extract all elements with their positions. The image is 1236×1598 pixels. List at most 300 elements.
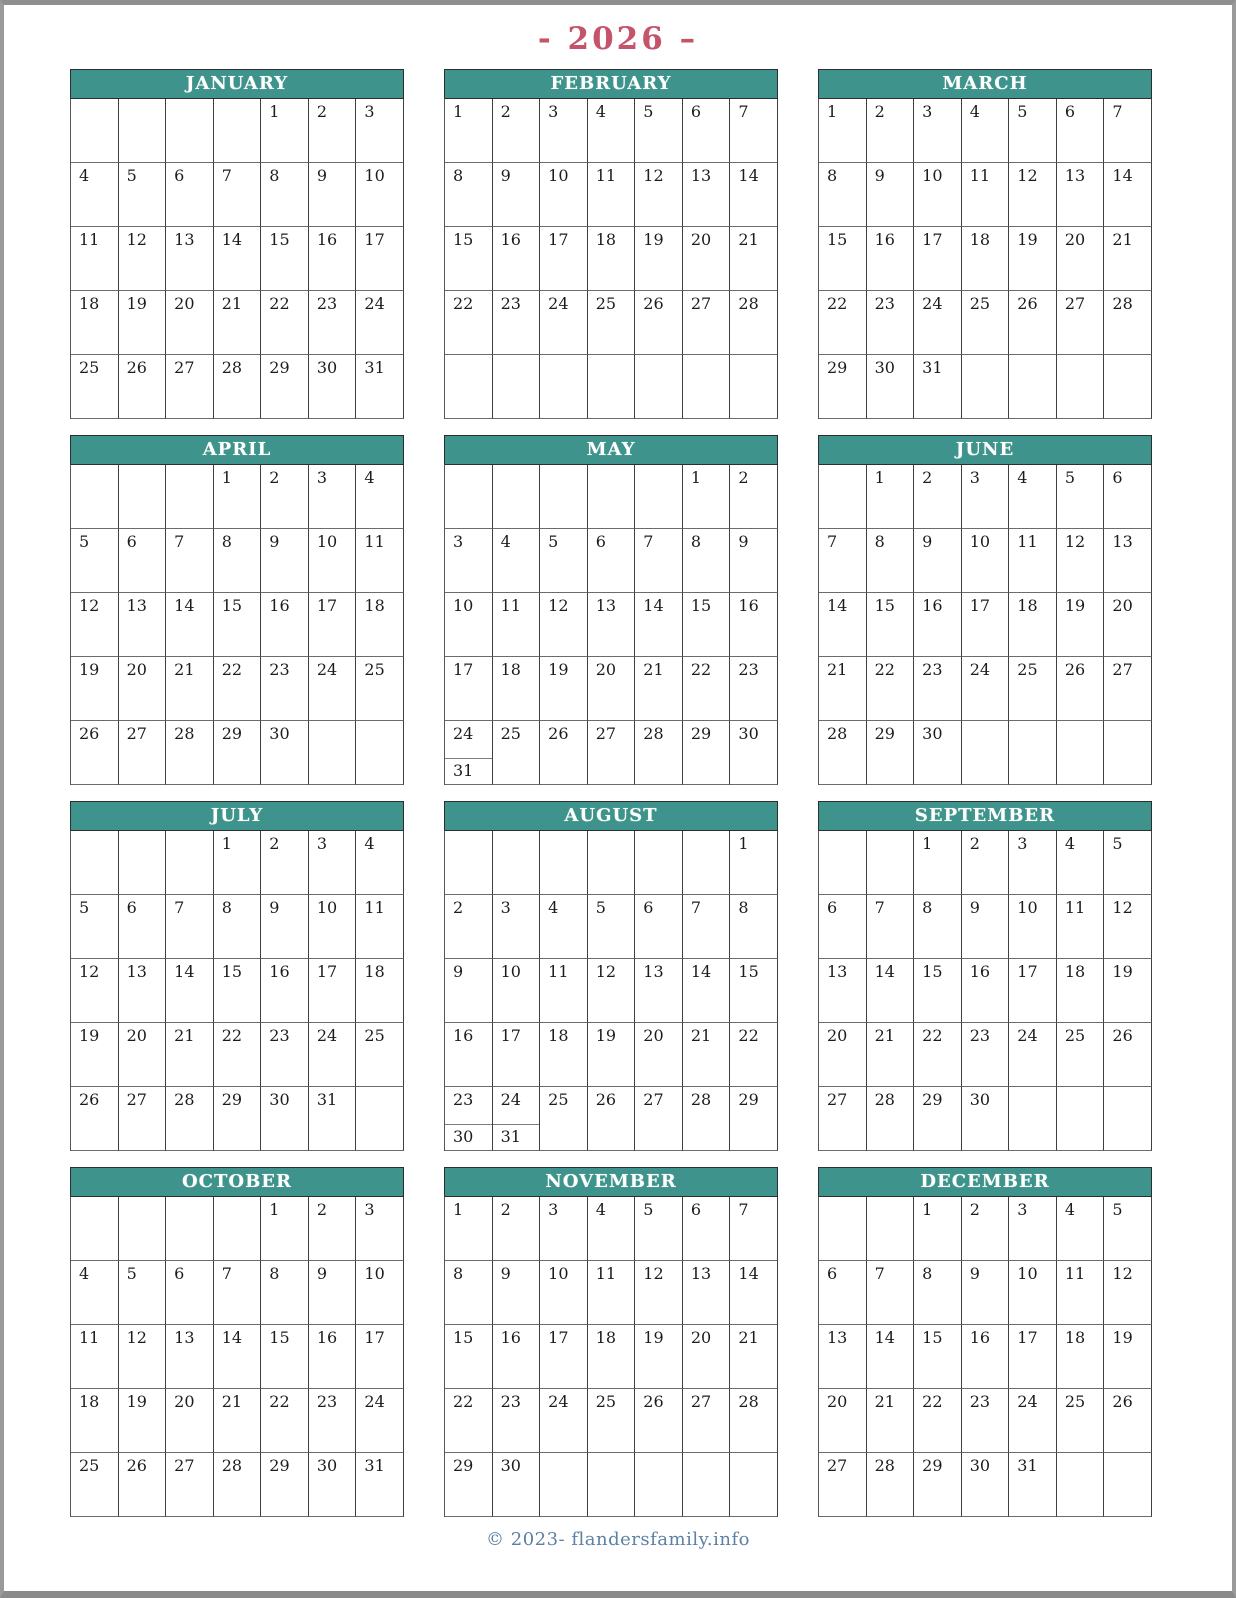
day-cell [214,465,262,529]
day-cell [445,227,493,291]
day-cell [588,227,636,291]
day-cell [1057,895,1105,959]
day-cell [1057,227,1105,291]
day-number: 12 [548,596,569,615]
day-cell [867,721,915,785]
day-number: 6 [827,898,838,917]
day-cell [819,99,867,163]
day-cell [356,895,404,959]
empty-day-cell [730,1453,778,1517]
day-cell [166,1261,214,1325]
day-cell [914,227,962,291]
day-cell [214,1453,262,1517]
empty-day-cell [356,721,404,785]
day-cell [1009,1453,1057,1517]
day-cell [683,291,731,355]
day-number: 28 [738,1392,759,1411]
day-number: 15 [269,1328,290,1347]
day-cell [914,895,962,959]
day-number: 18 [595,230,617,249]
day-number: 10 [500,962,521,981]
day-cell [540,227,588,291]
day-cell [261,831,309,895]
day-number: 2 [922,468,933,487]
month-title: DECEMBER [818,1167,1152,1196]
day-cell [1009,163,1057,227]
day-cell [588,1261,636,1325]
day-number: 14 [174,962,195,981]
day-cell [730,1261,778,1325]
day-cell [914,1087,962,1151]
day-number: 25 [79,358,100,377]
day-cell [166,227,214,291]
day-number: 24 [453,724,474,743]
day-number: 17 [316,596,338,615]
day-number: 23 [922,660,943,679]
day-cell [71,721,119,785]
day-number: 29 [269,358,290,377]
day-cell [588,1325,636,1389]
day-number: 1 [922,834,933,853]
day-number: 5 [126,1264,137,1283]
day-number: 5 [1017,102,1028,121]
day-cell [166,895,214,959]
day-number: 27 [643,1090,664,1109]
month-may [444,435,778,785]
day-number: 3 [453,532,464,551]
day-cell [588,895,636,959]
day-cell [493,529,541,593]
day-number: 18 [79,294,100,313]
day-cell [540,721,588,785]
day-cell [309,355,357,419]
day-number: 1 [690,468,702,487]
day-cell [962,163,1010,227]
day-cell [1009,593,1057,657]
day-cell [309,529,357,593]
day-number: 18 [595,1328,617,1347]
day-cell [588,721,636,785]
day-cell [493,1087,541,1151]
day-number: 4 [1017,468,1028,487]
month-february [444,69,778,419]
empty-day-cell [1057,1453,1105,1517]
day-number: 17 [316,962,338,981]
empty-day-cell [1009,721,1057,785]
day-number: 13 [643,962,664,981]
day-number: 10 [316,532,338,551]
day-cell [540,959,588,1023]
empty-day-cell [71,1197,119,1261]
day-cell [445,721,493,785]
day-number: 23 [316,294,338,313]
day-number: 10 [969,532,991,551]
day-cell [730,1389,778,1453]
day-cell [356,1389,404,1453]
day-number: 20 [690,230,712,249]
day-cell [214,355,262,419]
day-number: 4 [595,1200,606,1219]
day-cell [962,465,1010,529]
day-number: 21 [1112,230,1133,249]
day-number: 15 [453,230,474,249]
day-number: 18 [79,1392,100,1411]
day-cell [730,465,778,529]
day-number: 18 [969,230,991,249]
empty-day-cell [635,1453,683,1517]
day-number: 10 [364,166,385,185]
day-cell [119,1453,167,1517]
day-cell [1057,959,1105,1023]
day-cell [119,721,167,785]
day-cell [1104,465,1152,529]
day-number: 29 [827,358,848,377]
day-cell [356,1453,404,1517]
month-title: NOVEMBER [444,1167,778,1196]
empty-day-cell [819,1197,867,1261]
day-number: 25 [1064,1026,1086,1045]
day-number: 17 [453,660,474,679]
day-number: 8 [922,898,933,917]
day-cell [730,99,778,163]
overflow-day-number: 31 [500,1127,521,1146]
empty-day-cell [683,1453,731,1517]
day-number: 20 [827,1026,848,1045]
day-number: 19 [1017,230,1038,249]
day-cell [1057,1023,1105,1087]
day-cell [1009,1389,1057,1453]
day-number: 22 [738,1026,759,1045]
day-number: 4 [364,468,375,487]
week-grid [444,1196,778,1517]
day-cell [540,1261,588,1325]
month-april [70,435,404,785]
day-cell [1104,291,1152,355]
day-number: 19 [643,1328,664,1347]
day-number: 16 [738,596,759,615]
day-cell [635,291,683,355]
day-number: 8 [453,1264,464,1283]
day-number: 20 [126,660,147,679]
day-number: 27 [126,1090,147,1109]
day-number: 26 [595,1090,617,1109]
day-number: 20 [595,660,617,679]
day-number: 12 [126,1328,147,1347]
day-number: 1 [922,1200,933,1219]
day-number: 23 [500,294,521,313]
day-cell [1104,895,1152,959]
day-number: 11 [1064,1264,1086,1283]
day-cell-main [445,1087,492,1124]
overflow-day-box [493,1124,540,1150]
empty-day-cell [635,355,683,419]
day-number: 15 [690,596,712,615]
day-number: 3 [548,102,559,121]
day-cell [819,1261,867,1325]
day-cell [1057,1325,1105,1389]
day-number: 3 [548,1200,559,1219]
day-number: 5 [79,532,90,551]
day-number: 20 [690,1328,712,1347]
day-number: 4 [364,834,375,853]
day-number: 22 [269,1392,290,1411]
day-cell [119,1087,167,1151]
day-cell [914,355,962,419]
day-cell [730,895,778,959]
day-number: 29 [269,1456,290,1475]
day-cell [493,1261,541,1325]
day-cell [493,1389,541,1453]
day-number: 28 [174,1090,195,1109]
day-cell [261,1197,309,1261]
day-number: 2 [269,834,280,853]
day-number: 16 [922,596,943,615]
year-title: - 2026 – [537,21,699,57]
day-cell [867,1023,915,1087]
day-number: 30 [969,1456,991,1475]
day-number: 1 [269,1200,280,1219]
day-cell [914,959,962,1023]
day-cell [819,355,867,419]
day-cell [914,1325,962,1389]
day-number: 11 [969,166,991,185]
day-cell [683,1261,731,1325]
day-cell [1104,99,1152,163]
day-cell [867,593,915,657]
empty-day-cell [119,465,167,529]
day-number: 4 [1064,1200,1076,1219]
day-cell [1057,529,1105,593]
day-number: 30 [738,724,759,743]
week-grid [70,98,404,419]
day-number: 8 [922,1264,933,1283]
day-cell [119,529,167,593]
day-cell [588,1197,636,1261]
day-number: 23 [269,1026,290,1045]
day-number: 13 [126,596,147,615]
day-number: 12 [595,962,617,981]
day-number: 11 [595,166,617,185]
day-number: 14 [738,1264,759,1283]
day-number: 14 [221,1328,243,1347]
day-number: 8 [690,532,702,551]
day-number: 17 [969,596,991,615]
day-cell [356,163,404,227]
day-cell [588,593,636,657]
day-cell-main [493,1087,540,1124]
day-number: 19 [1112,962,1133,981]
day-number: 17 [500,1026,521,1045]
day-cell [962,593,1010,657]
day-number: 31 [364,358,385,377]
day-cell [1104,227,1152,291]
day-number: 18 [1017,596,1038,615]
day-number: 14 [738,166,759,185]
day-number: 11 [79,230,100,249]
day-number: 21 [738,230,759,249]
empty-day-cell [683,831,731,895]
day-number: 10 [364,1264,385,1283]
empty-day-cell [540,831,588,895]
day-number: 24 [316,660,338,679]
day-cell [635,1197,683,1261]
day-number: 13 [174,230,195,249]
day-cell [1057,1261,1105,1325]
day-number: 7 [221,1264,232,1283]
month-march [818,69,1152,419]
day-cell [119,1389,167,1453]
day-cell [445,1389,493,1453]
day-cell [356,657,404,721]
month-august [444,801,778,1151]
empty-day-cell [71,99,119,163]
day-number: 20 [126,1026,147,1045]
day-cell [493,99,541,163]
day-cell [493,291,541,355]
empty-day-cell [166,465,214,529]
day-number: 22 [453,1392,474,1411]
day-number: 27 [827,1456,848,1475]
day-cell [71,895,119,959]
day-number: 26 [79,1090,100,1109]
day-cell [309,1197,357,1261]
day-number: 22 [690,660,712,679]
day-number: 13 [174,1328,195,1347]
day-number: 13 [1064,166,1086,185]
day-cell [635,1389,683,1453]
empty-day-cell [119,1197,167,1261]
empty-day-cell [119,99,167,163]
day-cell [540,1389,588,1453]
day-number: 2 [874,102,885,121]
day-number: 29 [221,1090,243,1109]
day-number: 27 [690,294,712,313]
day-number: 27 [1064,294,1086,313]
day-number: 26 [1017,294,1038,313]
day-cell [867,1325,915,1389]
day-number: 12 [1112,1264,1133,1283]
day-number: 5 [595,898,606,917]
day-cell [1009,895,1057,959]
day-cell [962,1023,1010,1087]
empty-day-cell [166,99,214,163]
week-grid [818,464,1152,785]
day-number: 29 [690,724,712,743]
day-number: 28 [874,1090,895,1109]
day-number: 31 [1017,1456,1038,1475]
day-cell [1009,1023,1057,1087]
day-number: 25 [595,1392,617,1411]
day-cell [119,1023,167,1087]
day-cell [71,227,119,291]
day-cell [683,465,731,529]
day-cell [71,593,119,657]
day-number: 16 [316,230,338,249]
day-cell [214,163,262,227]
day-number: 2 [316,1200,328,1219]
day-number: 10 [922,166,943,185]
day-cell [962,1453,1010,1517]
day-cell [214,959,262,1023]
day-number: 12 [1112,898,1133,917]
day-cell [867,1389,915,1453]
month-title: JULY [70,801,404,830]
day-cell [166,1453,214,1517]
day-cell [1104,959,1152,1023]
day-cell [635,1023,683,1087]
day-number: 8 [453,166,464,185]
day-cell [730,529,778,593]
day-cell [119,1325,167,1389]
day-cell [635,1261,683,1325]
day-number: 17 [364,230,385,249]
day-number: 23 [453,1090,474,1109]
empty-day-cell [819,831,867,895]
day-cell [683,959,731,1023]
day-cell [261,1261,309,1325]
day-number: 14 [174,596,195,615]
day-number: 18 [1064,1328,1086,1347]
day-number: 7 [874,898,885,917]
day-cell [309,1325,357,1389]
day-number: 21 [221,1392,243,1411]
day-cell [309,227,357,291]
day-cell [309,163,357,227]
day-number: 12 [1017,166,1038,185]
day-number: 27 [595,724,617,743]
empty-day-cell [962,721,1010,785]
day-number: 3 [1017,834,1028,853]
day-number: 8 [874,532,885,551]
day-number: 14 [1112,166,1133,185]
day-number: 28 [690,1090,712,1109]
day-number: 2 [969,1200,980,1219]
month-title: MAY [444,435,778,464]
day-number: 2 [500,102,511,121]
day-number: 24 [1017,1392,1038,1411]
empty-day-cell [867,1197,915,1261]
day-number: 14 [221,230,243,249]
month-title: OCTOBER [70,1167,404,1196]
day-number: 16 [316,1328,338,1347]
day-cell [867,657,915,721]
month-title: MARCH [818,69,1152,98]
week-grid [818,830,1152,1151]
day-number: 19 [548,660,569,679]
day-number: 1 [221,468,232,487]
day-number: 29 [738,1090,759,1109]
day-number: 1 [453,1200,464,1219]
day-number: 5 [1112,834,1123,853]
day-cell [683,1389,731,1453]
day-number: 25 [79,1456,100,1475]
empty-day-cell [1057,1087,1105,1151]
day-cell [819,1325,867,1389]
day-cell [730,1325,778,1389]
day-number: 24 [364,1392,385,1411]
day-number: 23 [874,294,895,313]
month-november [444,1167,778,1517]
day-cell [214,721,262,785]
overflow-day-number: 30 [453,1127,474,1146]
day-cell [1057,657,1105,721]
day-number: 29 [221,724,243,743]
day-number: 4 [548,898,559,917]
day-cell [166,959,214,1023]
day-number: 20 [1112,596,1133,615]
day-cell [1009,831,1057,895]
empty-day-cell [493,465,541,529]
